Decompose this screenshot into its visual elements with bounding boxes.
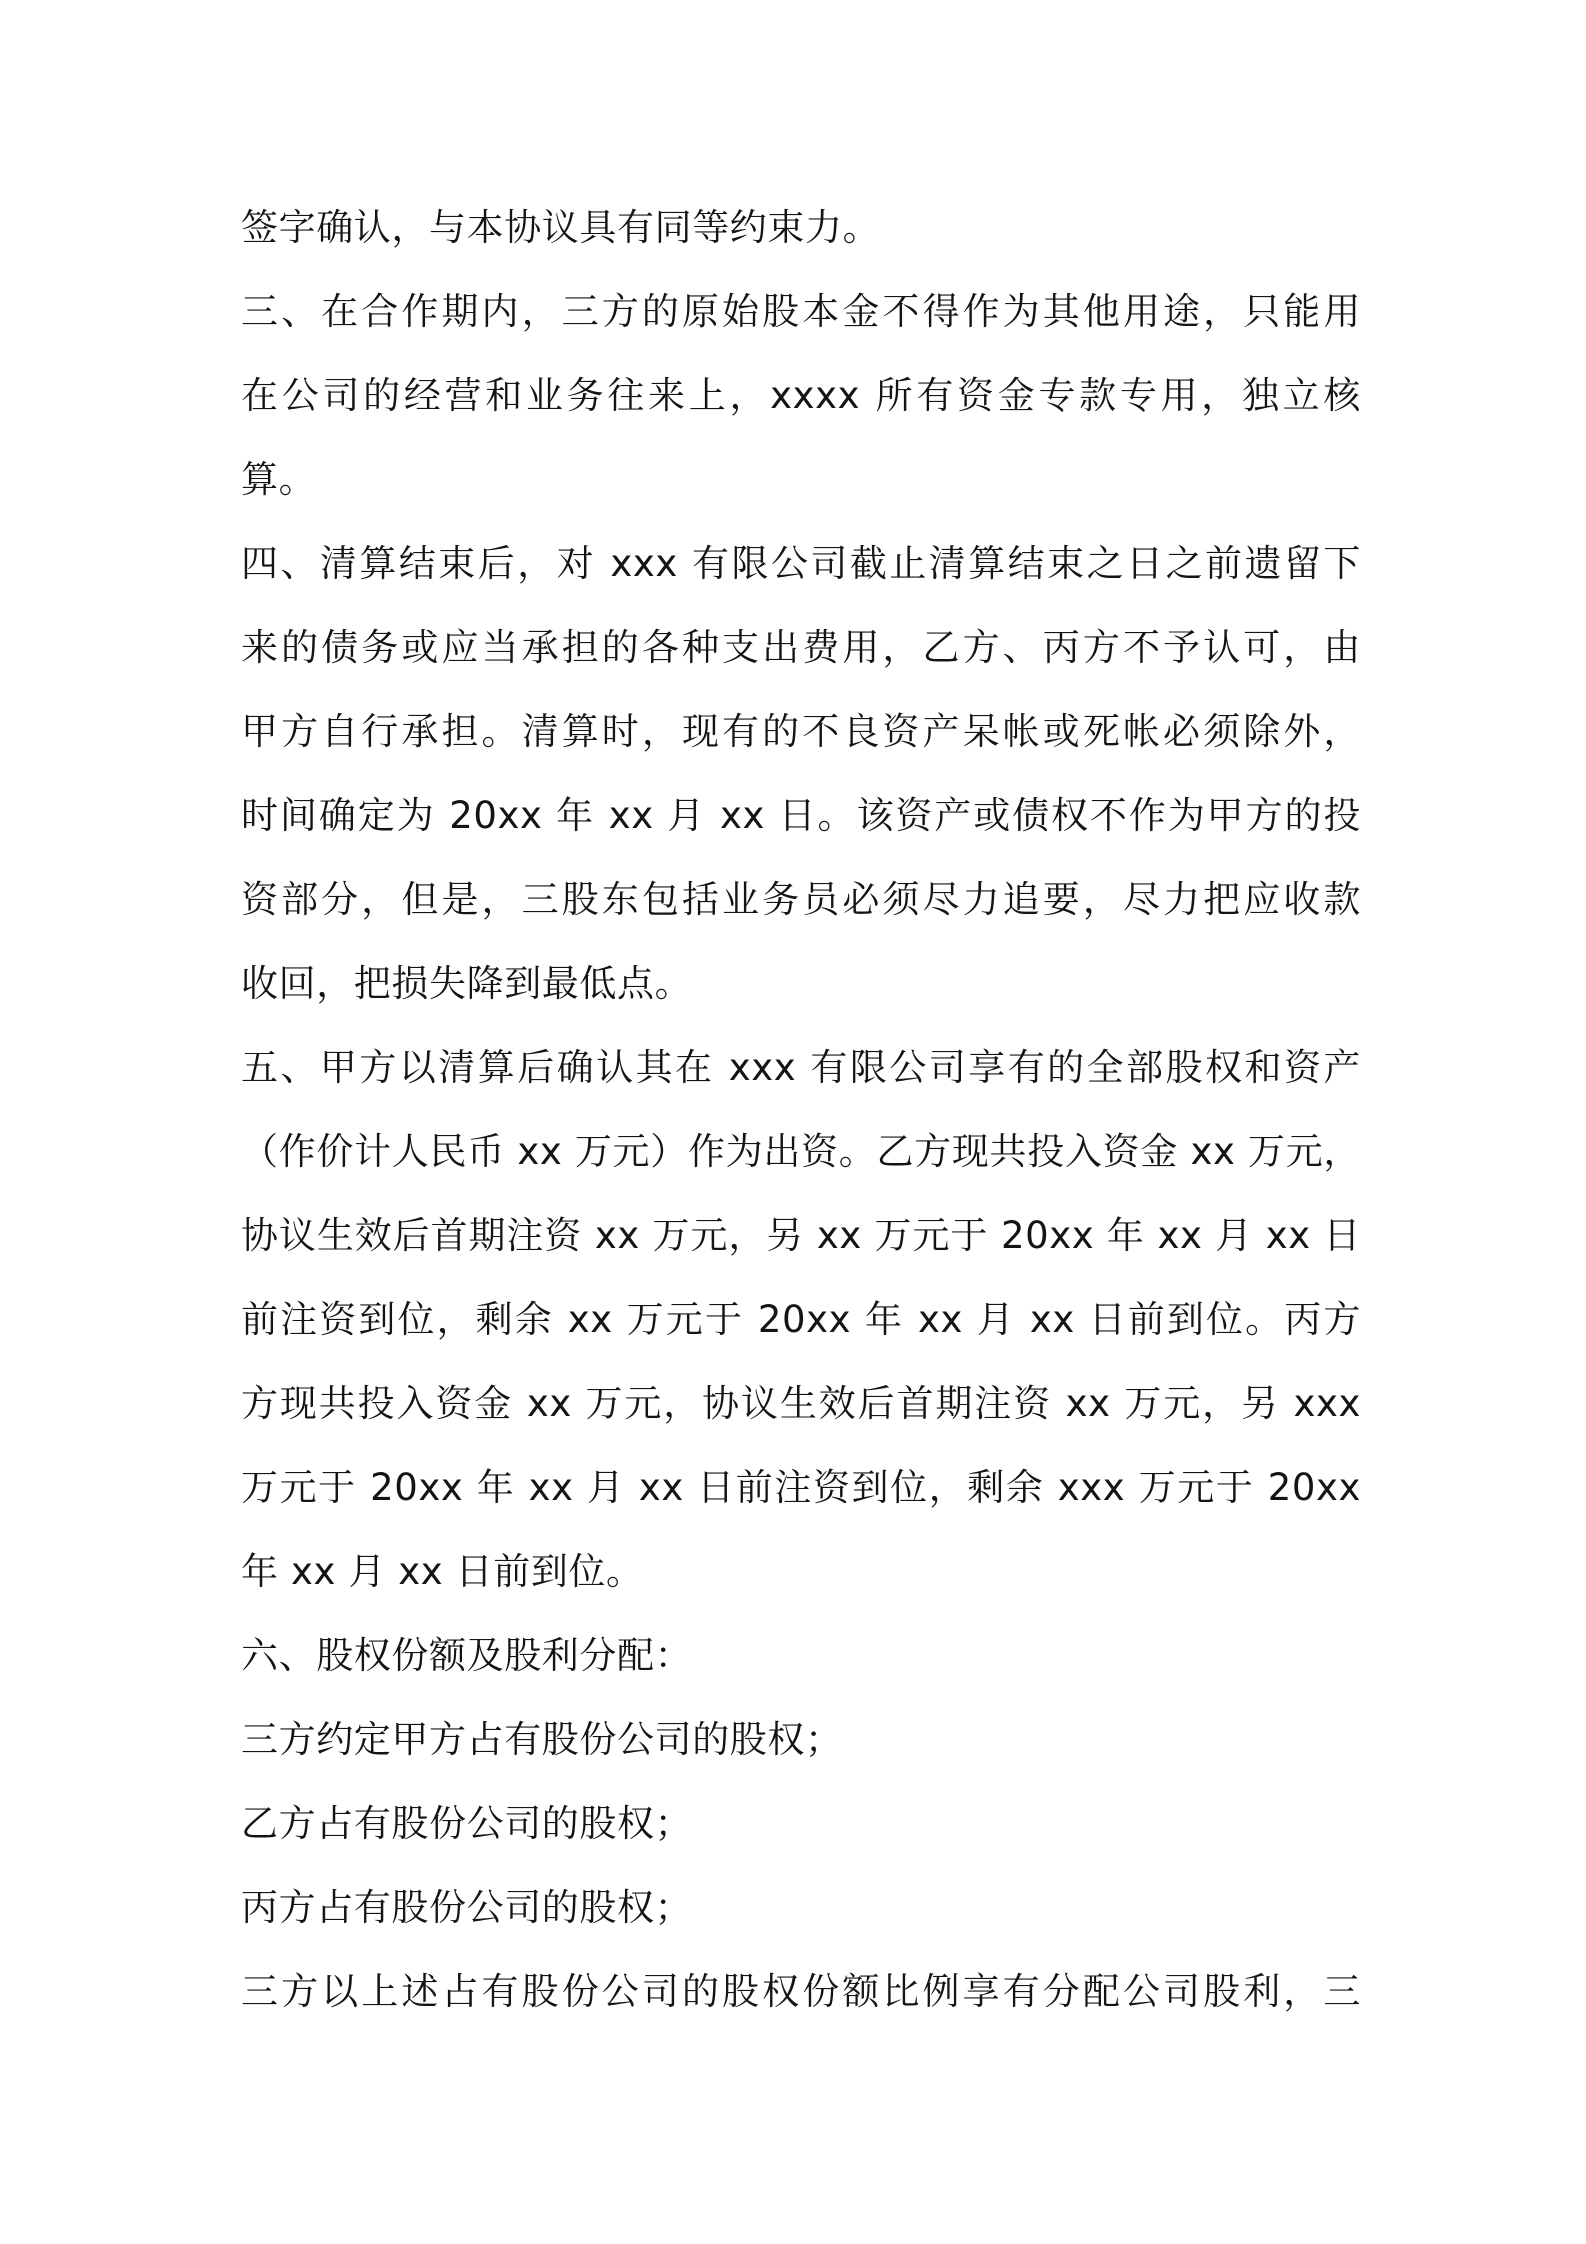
- text-line: 三、在合作期内，三方的原始股本金不得作为其他用途，只能用: [241, 290, 1361, 333]
- text-line: 前注资到位，剩余 xx 万元于 20xx 年 xx 月 xx 日前到位。丙方: [241, 1298, 1361, 1341]
- text-line: 资部分，但是，三股东包括业务员必须尽力追要，尽力把应收款: [241, 878, 1361, 921]
- text-line: 六、股权份额及股利分配：: [241, 1634, 693, 1677]
- text-line: 来的债务或应当承担的各种支出费用，乙方、丙方不予认可，由: [241, 626, 1361, 669]
- text-line: 三方约定甲方占有股份公司的股权；: [241, 1718, 843, 1761]
- text-line: 收回，把损失降到最低点。: [241, 962, 693, 1005]
- text-line: 五、甲方以清算后确认其在 xxx 有限公司享有的全部股权和资产: [241, 1046, 1361, 1089]
- text-line: 甲方自行承担。清算时，现有的不良资产呆帐或死帐必须除外，: [241, 710, 1361, 753]
- text-line: 时间确定为 20xx 年 xx 月 xx 日。该资产或债权不作为甲方的投: [241, 794, 1361, 837]
- text-line: 协议生效后首期注资 xx 万元，另 xx 万元于 20xx 年 xx 月 xx 日: [241, 1214, 1361, 1257]
- text-line: 三方以上述占有股份公司的股权份额比例享有分配公司股利，三: [241, 1970, 1361, 2013]
- text-line: 在公司的经营和业务往来上，xxxx 所有资金专款专用，独立核: [241, 374, 1361, 417]
- text-line: 年 xx 月 xx 日前到位。: [241, 1550, 644, 1593]
- text-line: 四、清算结束后，对 xxx 有限公司截止清算结束之日之前遗留下: [241, 542, 1361, 585]
- text-line: 万元于 20xx 年 xx 月 xx 日前注资到位，剩余 xxx 万元于 20xx: [241, 1466, 1361, 1509]
- text-line: 算。: [241, 458, 317, 501]
- text-line: 丙方占有股份公司的股权；: [241, 1886, 693, 1929]
- text-line: 方现共投入资金 xx 万元，协议生效后首期注资 xx 万元，另 xxx: [241, 1382, 1361, 1425]
- text-line: 签字确认，与本协议具有同等约束力。: [241, 206, 881, 249]
- text-line: （作价计人民币 xx 万元）作为出资。乙方现共投入资金 xx 万元，: [241, 1130, 1361, 1173]
- text-line: 乙方占有股份公司的股权；: [241, 1802, 693, 1845]
